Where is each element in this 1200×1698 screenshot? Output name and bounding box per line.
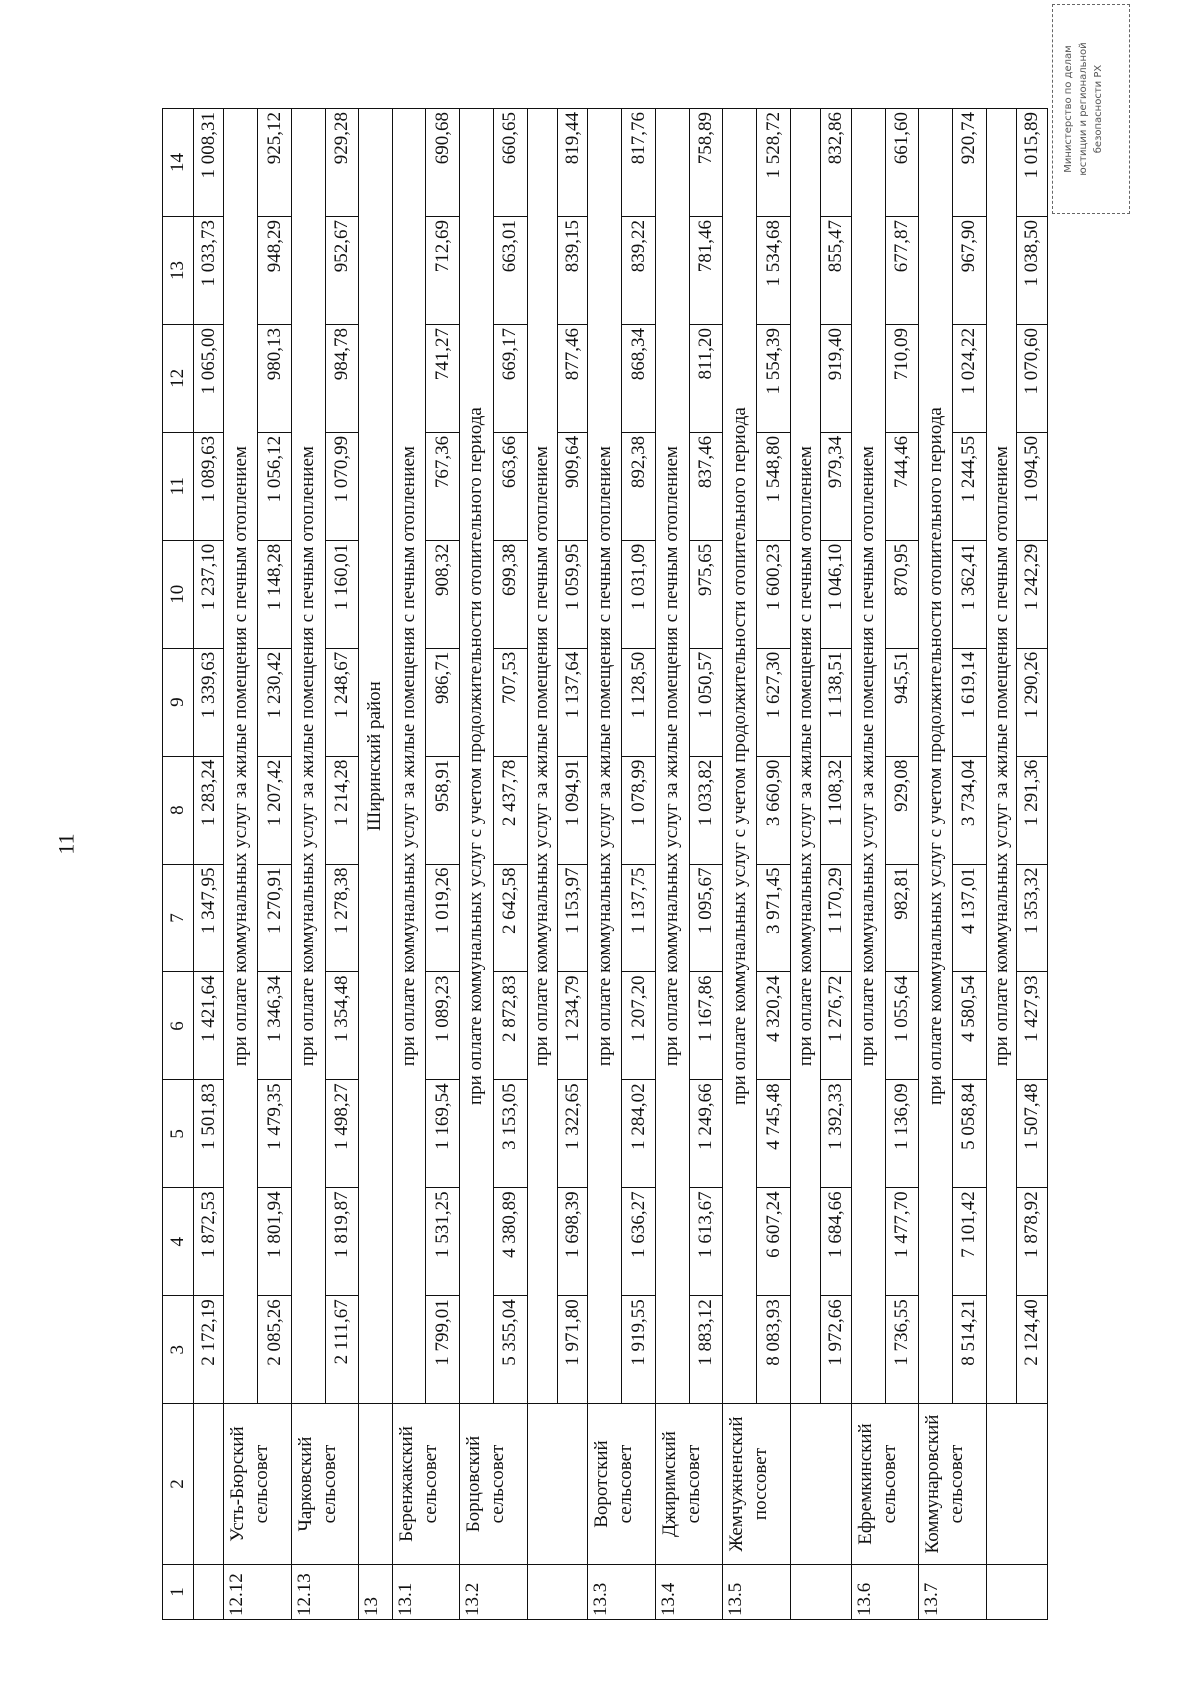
row-code	[986, 1564, 1047, 1619]
value-cell: 1 362,41	[953, 540, 987, 648]
table-row	[885, 109, 919, 1620]
column-header: 4	[163, 1188, 194, 1296]
value-cell: 1 284,02	[622, 1080, 656, 1188]
value-cell: 1 214,28	[325, 756, 359, 864]
value-cell: 1 242,29	[1017, 540, 1048, 648]
stamp-line: безопасности РХ	[1093, 64, 1104, 154]
value-cell: 1 878,92	[1017, 1188, 1048, 1296]
row-code: 13.4	[655, 1564, 723, 1619]
value-cell: 1 347,95	[194, 864, 224, 972]
value-cell: 1 070,60	[1017, 324, 1048, 432]
row-code: 13	[359, 1564, 392, 1619]
value-cell: 1 548,80	[757, 432, 791, 540]
value-cell: 2 642,58	[493, 864, 527, 972]
column-header: 1	[163, 1564, 194, 1619]
table-container	[162, 108, 1048, 1620]
value-cell: 1 392,33	[821, 1080, 851, 1188]
row-name-empty	[359, 1404, 392, 1565]
condition-text: при оплате коммунальных услуг за жилые помещения с печным отоплением	[851, 109, 885, 1404]
condition-row	[655, 109, 689, 1620]
value-cell: 1 153,97	[557, 864, 587, 972]
value-cell: 1 619,14	[953, 648, 987, 756]
value-cell: 837,46	[689, 432, 723, 540]
value-cell: 919,40	[821, 324, 851, 432]
column-header: 14	[163, 109, 194, 217]
value-cell: 948,29	[258, 217, 292, 325]
value-cell: 1 507,48	[1017, 1080, 1048, 1188]
value-cell: 2 085,26	[258, 1296, 292, 1404]
column-header: 5	[163, 1080, 194, 1188]
condition-row	[919, 109, 953, 1620]
condition-text: при оплате коммунальных услуг за жилые помещения с печным отоплением	[588, 109, 622, 1404]
condition-row	[460, 109, 494, 1620]
value-cell: 1 477,70	[885, 1188, 919, 1296]
value-cell: 3 153,05	[493, 1080, 527, 1188]
value-cell: 1 498,27	[325, 1080, 359, 1188]
value-cell: 1 094,50	[1017, 432, 1048, 540]
value-cell: 929,28	[325, 109, 359, 217]
value-cell: 967,90	[953, 217, 987, 325]
value-cell: 712,69	[426, 217, 460, 325]
value-cell: 1 600,23	[757, 540, 791, 648]
value-cell: 975,65	[689, 540, 723, 648]
column-header: 8	[163, 756, 194, 864]
stamp-line: юстиции и региональной	[1078, 42, 1089, 176]
condition-row	[790, 109, 820, 1620]
value-cell: 1 033,73	[194, 217, 224, 325]
value-cell: 1 883,12	[689, 1296, 723, 1404]
value-cell: 5 355,04	[493, 1296, 527, 1404]
value-cell: 1 684,66	[821, 1188, 851, 1296]
value-cell: 952,67	[325, 217, 359, 325]
value-cell: 1 531,25	[426, 1188, 460, 1296]
value-cell: 958,91	[426, 756, 460, 864]
column-header: 9	[163, 648, 194, 756]
value-cell: 1 290,26	[1017, 648, 1048, 756]
value-cell: 855,47	[821, 217, 851, 325]
value-cell: 1 094,91	[557, 756, 587, 864]
value-cell: 707,53	[493, 648, 527, 756]
value-cell: 868,34	[622, 324, 656, 432]
value-cell: 699,38	[493, 540, 527, 648]
value-cell: 7 101,42	[953, 1188, 987, 1296]
condition-text: при оплате коммунальных услуг за жилые помещения с печным отоплением	[655, 109, 689, 1404]
table-row	[953, 109, 987, 1620]
settlement-name	[527, 1404, 588, 1565]
value-cell: 1 291,36	[1017, 756, 1048, 864]
table-row	[258, 109, 292, 1620]
value-cell: 4 320,24	[757, 972, 791, 1080]
settlement-name: Беренжакский сельсовет	[392, 1404, 460, 1565]
value-cell: 1 283,24	[194, 756, 224, 864]
value-cell: 5 058,84	[953, 1080, 987, 1188]
value-cell: 1 528,72	[757, 109, 791, 217]
value-cell: 660,65	[493, 109, 527, 217]
condition-text: при оплате коммунальных услуг с учетом продолжительности отопительного периода	[723, 109, 757, 1404]
value-cell: 4 745,48	[757, 1080, 791, 1188]
value-cell: 839,22	[622, 217, 656, 325]
condition-text: при оплате коммунальных услуг за жилые помещения с печным отоплением	[790, 109, 820, 1404]
value-cell: 3 734,04	[953, 756, 987, 864]
value-cell: 1 479,35	[258, 1080, 292, 1188]
settlement-name: Чарковский сельсовет	[291, 1404, 359, 1565]
value-cell: 892,38	[622, 432, 656, 540]
value-cell: 6 607,24	[757, 1188, 791, 1296]
column-header: 3	[163, 1296, 194, 1404]
settlement-name	[790, 1404, 851, 1565]
value-cell: 1 872,53	[194, 1188, 224, 1296]
value-cell: 982,81	[885, 864, 919, 972]
value-cell: 1 070,99	[325, 432, 359, 540]
condition-text: при оплате коммунальных услуг за жилые помещения с печным отоплением	[291, 109, 325, 1404]
value-cell: 1 554,39	[757, 324, 791, 432]
condition-row	[851, 109, 885, 1620]
value-cell: 3 660,90	[757, 756, 791, 864]
value-cell: 2 172,19	[194, 1296, 224, 1404]
condition-text: при оплате коммунальных услуг за жилые помещения с печным отоплением	[392, 109, 426, 1404]
value-cell: 945,51	[885, 648, 919, 756]
table-row	[493, 109, 527, 1620]
value-cell: 1 108,32	[821, 756, 851, 864]
value-cell: 661,60	[885, 109, 919, 217]
value-cell: 1 055,64	[885, 972, 919, 1080]
value-cell: 710,09	[885, 324, 919, 432]
value-cell: 690,68	[426, 109, 460, 217]
value-cell: 1 421,64	[194, 972, 224, 1080]
value-cell: 781,46	[689, 217, 723, 325]
value-cell: 1 276,72	[821, 972, 851, 1080]
value-cell: 839,15	[557, 217, 587, 325]
value-cell: 1 427,93	[1017, 972, 1048, 1080]
value-cell: 1 237,10	[194, 540, 224, 648]
condition-row	[723, 109, 757, 1620]
value-cell: 1 065,00	[194, 324, 224, 432]
value-cell: 1 008,31	[194, 109, 224, 217]
value-cell: 1 095,67	[689, 864, 723, 972]
value-cell: 4 137,01	[953, 864, 987, 972]
condition-row	[224, 109, 258, 1620]
column-header: 2	[163, 1404, 194, 1565]
condition-text: при оплате коммунальных услуг за жилые помещения с печным отоплением	[224, 109, 258, 1404]
row-code: 13.3	[588, 1564, 656, 1619]
value-cell: 741,27	[426, 324, 460, 432]
condition-row	[986, 109, 1016, 1620]
settlement-name: Усть-Бюрский сельсовет	[224, 1404, 292, 1565]
value-cell: 1 015,89	[1017, 109, 1048, 217]
value-cell: 8 083,93	[757, 1296, 791, 1404]
value-cell: 1 031,09	[622, 540, 656, 648]
value-cell: 1 078,99	[622, 756, 656, 864]
value-cell: 1 636,27	[622, 1188, 656, 1296]
value-cell: 1 137,75	[622, 864, 656, 972]
value-cell: 1 270,91	[258, 864, 292, 972]
table-row	[426, 109, 460, 1620]
table-row	[821, 109, 851, 1620]
value-cell: 3 971,45	[757, 864, 791, 972]
value-cell: 1 919,55	[622, 1296, 656, 1404]
value-cell: 909,64	[557, 432, 587, 540]
condition-row	[392, 109, 426, 1620]
value-cell: 877,46	[557, 324, 587, 432]
value-cell: 986,71	[426, 648, 460, 756]
value-cell: 1 249,66	[689, 1080, 723, 1188]
value-cell: 1 136,09	[885, 1080, 919, 1188]
value-cell: 1 234,79	[557, 972, 587, 1080]
condition-text: при оплате коммунальных услуг с учетом продолжительности отопительного периода	[460, 109, 494, 1404]
column-header: 6	[163, 972, 194, 1080]
row-code: 13.5	[723, 1564, 791, 1619]
table-row	[194, 109, 224, 1620]
value-cell: 1 627,30	[757, 648, 791, 756]
value-cell: 4 380,89	[493, 1188, 527, 1296]
condition-row	[291, 109, 325, 1620]
value-cell: 1 089,23	[426, 972, 460, 1080]
column-header: 11	[163, 432, 194, 540]
value-cell: 1 278,38	[325, 864, 359, 972]
table-row	[689, 109, 723, 1620]
value-cell: 1 971,80	[557, 1296, 587, 1404]
value-cell: 744,46	[885, 432, 919, 540]
row-code: 13.6	[851, 1564, 919, 1619]
value-cell: 1 207,42	[258, 756, 292, 864]
row-code: 13.2	[460, 1564, 528, 1619]
row-code: 12.12	[224, 1564, 292, 1619]
value-cell: 819,44	[557, 109, 587, 217]
value-cell: 1 207,20	[622, 972, 656, 1080]
settlement-name: Джиримский сельсовет	[655, 1404, 723, 1565]
value-cell: 1 169,54	[426, 1080, 460, 1188]
value-cell: 2 111,67	[325, 1296, 359, 1404]
value-cell: 8 514,21	[953, 1296, 987, 1404]
settlement-name: Воротский сельсовет	[588, 1404, 656, 1565]
value-cell: 758,89	[689, 109, 723, 217]
value-cell: 1 230,42	[258, 648, 292, 756]
row-code	[527, 1564, 588, 1619]
value-cell: 1 019,26	[426, 864, 460, 972]
value-cell: 1 160,01	[325, 540, 359, 648]
table-header-row	[163, 109, 194, 1620]
value-cell: 1 353,32	[1017, 864, 1048, 972]
value-cell: 2 437,78	[493, 756, 527, 864]
value-cell: 1 148,28	[258, 540, 292, 648]
value-cell: 1 346,34	[258, 972, 292, 1080]
value-cell: 870,95	[885, 540, 919, 648]
value-cell: 677,87	[885, 217, 919, 325]
value-cell: 920,74	[953, 109, 987, 217]
column-header: 13	[163, 217, 194, 325]
district-row	[359, 109, 392, 1620]
condition-text: при оплате коммунальных услуг с учетом продолжительности отопительного периода	[919, 109, 953, 1404]
condition-text: при оплате коммунальных услуг за жилые помещения с печным отоплением	[986, 109, 1016, 1404]
table-row	[325, 109, 359, 1620]
condition-text: при оплате коммунальных услуг за жилые помещения с печным отоплением	[527, 109, 557, 1404]
settlement-name: Борцовский сельсовет	[460, 1404, 528, 1565]
row-code: 13.1	[392, 1564, 460, 1619]
value-cell: 1 038,50	[1017, 217, 1048, 325]
value-cell: 1 089,63	[194, 432, 224, 540]
value-cell: 1 167,86	[689, 972, 723, 1080]
value-cell: 663,01	[493, 217, 527, 325]
stamp-line: Министерство по делам	[1063, 45, 1074, 173]
condition-row	[527, 109, 557, 1620]
settlement-name	[194, 1404, 224, 1565]
value-cell: 908,32	[426, 540, 460, 648]
value-cell: 1 819,87	[325, 1188, 359, 1296]
value-cell: 979,34	[821, 432, 851, 540]
value-cell: 4 580,54	[953, 972, 987, 1080]
column-header: 7	[163, 864, 194, 972]
table-row	[1017, 109, 1048, 1620]
value-cell: 2 872,83	[493, 972, 527, 1080]
settlement-name: Ефремкинский сельсовет	[851, 1404, 919, 1565]
value-cell: 767,36	[426, 432, 460, 540]
value-cell: 1 801,94	[258, 1188, 292, 1296]
settlement-name: Жемчужненский поссовет	[723, 1404, 791, 1565]
row-code: 12.13	[291, 1564, 359, 1619]
settlement-name	[986, 1404, 1047, 1565]
value-cell: 1 059,95	[557, 540, 587, 648]
value-cell: 925,12	[258, 109, 292, 217]
value-cell: 1 501,83	[194, 1080, 224, 1188]
value-cell: 669,17	[493, 324, 527, 432]
value-cell: 663,66	[493, 432, 527, 540]
value-cell: 1 322,65	[557, 1080, 587, 1188]
value-cell: 2 124,40	[1017, 1296, 1048, 1404]
value-cell: 1 138,51	[821, 648, 851, 756]
condition-row	[588, 109, 622, 1620]
value-cell: 1 137,64	[557, 648, 587, 756]
value-cell: 1 024,22	[953, 324, 987, 432]
settlement-name: Коммунаровский сельсовет	[919, 1404, 987, 1565]
page-number: 11	[53, 833, 79, 855]
row-code	[194, 1564, 224, 1619]
value-cell: 1 244,55	[953, 432, 987, 540]
registration-stamp	[1052, 4, 1130, 214]
value-cell: 984,78	[325, 324, 359, 432]
value-cell: 1 736,55	[885, 1296, 919, 1404]
value-cell: 980,13	[258, 324, 292, 432]
value-cell: 832,86	[821, 109, 851, 217]
value-cell: 1 799,01	[426, 1296, 460, 1404]
row-code: 13.7	[919, 1564, 987, 1619]
value-cell: 1 248,67	[325, 648, 359, 756]
value-cell: 811,20	[689, 324, 723, 432]
value-cell: 1 534,68	[757, 217, 791, 325]
value-cell: 1 056,12	[258, 432, 292, 540]
value-cell: 817,76	[622, 109, 656, 217]
value-cell: 1 046,10	[821, 540, 851, 648]
tariff-table	[162, 108, 1048, 1620]
column-header: 10	[163, 540, 194, 648]
value-cell: 929,08	[885, 756, 919, 864]
value-cell: 1 128,50	[622, 648, 656, 756]
district-title: Ширинский район	[359, 109, 392, 1404]
value-cell: 1 354,48	[325, 972, 359, 1080]
value-cell: 1 050,57	[689, 648, 723, 756]
value-cell: 1 033,82	[689, 756, 723, 864]
value-cell: 1 170,29	[821, 864, 851, 972]
row-code	[790, 1564, 851, 1619]
column-header: 12	[163, 324, 194, 432]
table-row	[622, 109, 656, 1620]
value-cell: 1 339,63	[194, 648, 224, 756]
value-cell: 1 613,67	[689, 1188, 723, 1296]
table-row	[557, 109, 587, 1620]
value-cell: 1 698,39	[557, 1188, 587, 1296]
table-body	[194, 109, 1048, 1620]
value-cell: 1 972,66	[821, 1296, 851, 1404]
table-row	[757, 109, 791, 1620]
